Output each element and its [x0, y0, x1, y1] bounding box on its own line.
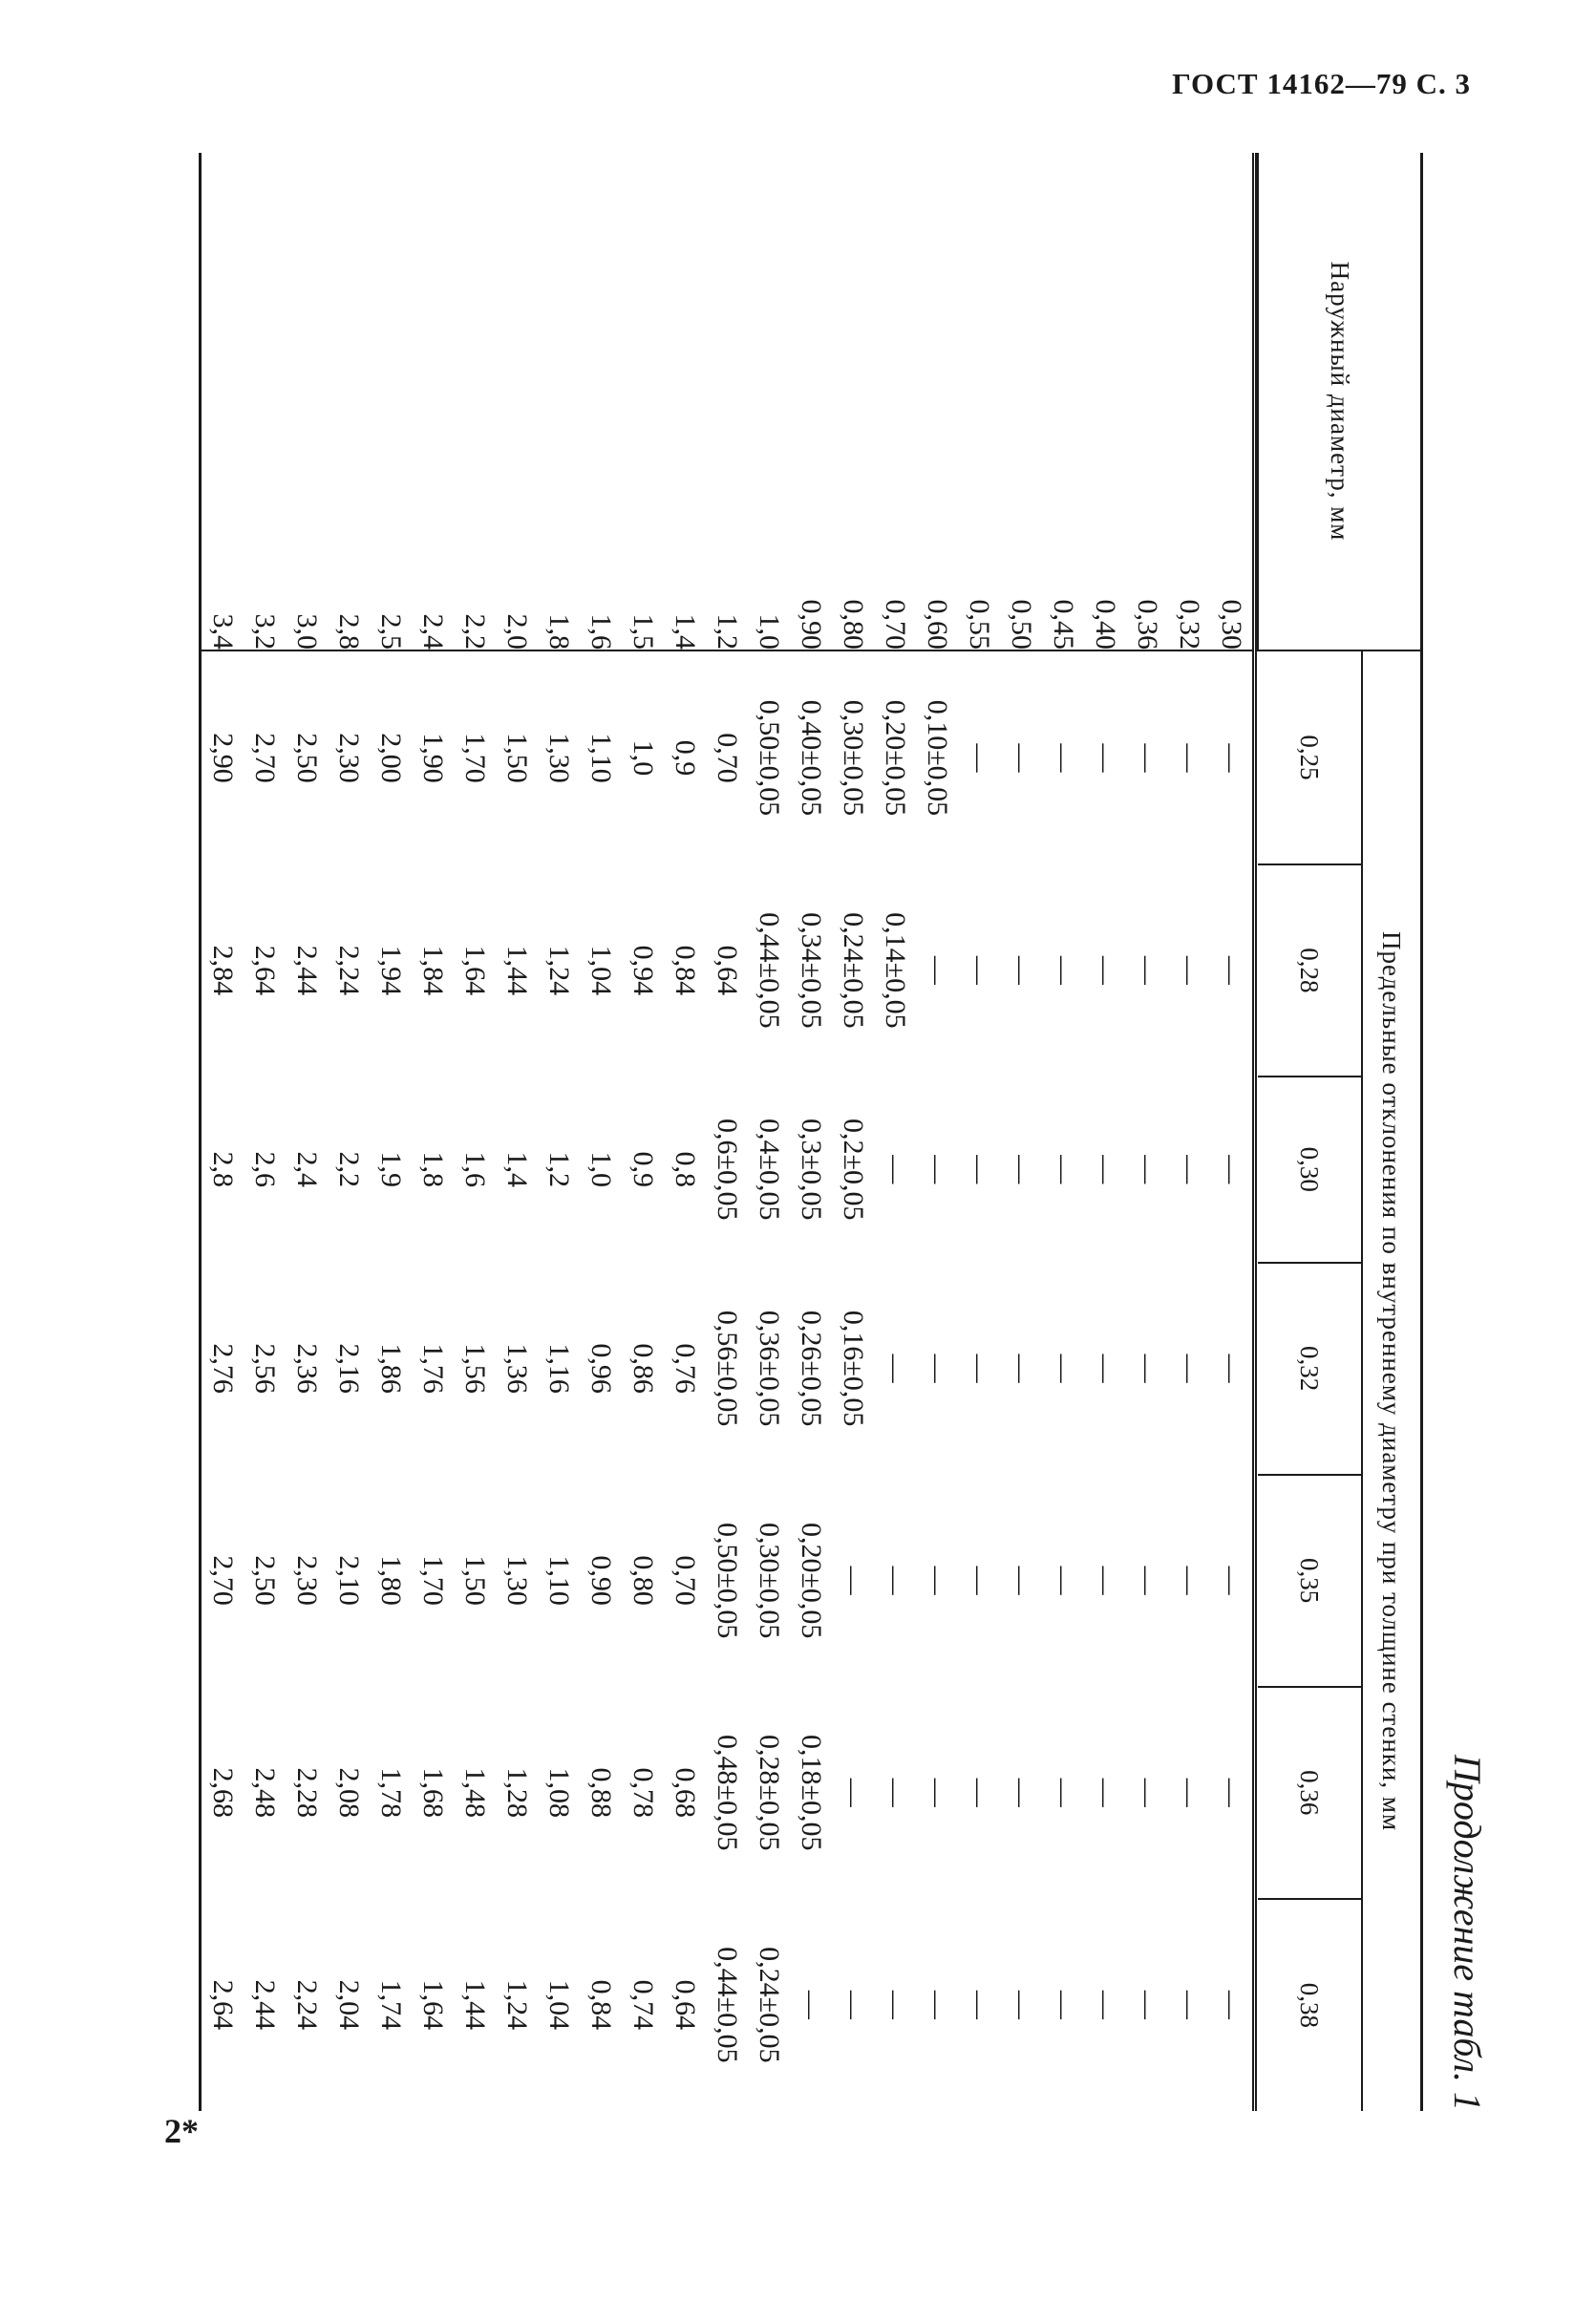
table-row	[328, 153, 370, 2111]
table-row	[622, 153, 664, 2111]
tolerance-cell: —	[1090, 1990, 1121, 2019]
tolerance-cell: 0,24±0,05	[838, 912, 869, 1029]
tolerance-cell: 2,64	[249, 945, 281, 996]
tolerance-cell: 1,30	[538, 650, 580, 864]
tolerance-cell: 1,64	[417, 1979, 449, 2031]
tolerance-cell: 1,16	[543, 1343, 575, 1394]
rotated-table-block	[181, 153, 1490, 2111]
table-row	[748, 153, 790, 2111]
outer-diameter-cell: 3,4	[207, 613, 239, 650]
table-row	[664, 153, 706, 2111]
tolerance-cell: 0,36±0,05	[754, 1310, 785, 1427]
table-row	[1042, 153, 1084, 2111]
tolerance-cell: 2,36	[291, 1343, 323, 1394]
tolerance-cell: 1,36	[501, 1343, 533, 1394]
tolerance-cell: —	[1042, 650, 1084, 864]
outer-diameter-cell: 2,5	[375, 613, 407, 650]
tolerance-cell: 1,0	[585, 1151, 617, 1187]
tolerance-cell: —	[880, 1566, 911, 1595]
tolerance-cell: 2,90	[201, 650, 245, 864]
outer-diameter-cell: 0,55	[964, 599, 995, 650]
tolerance-cell: 1,50	[459, 1555, 491, 1606]
tolerance-cell: 2,70	[207, 1555, 239, 1606]
tolerance-cell: 0,94	[627, 945, 659, 996]
tolerance-cell: 1,80	[375, 1555, 407, 1606]
table-row	[706, 153, 748, 2111]
tolerance-cell: —	[964, 1778, 995, 1807]
tolerance-cell: 2,28	[291, 1767, 323, 1818]
tolerance-cell: 0,70	[670, 1555, 701, 1606]
tolerance-cell: 2,08	[333, 1767, 365, 1818]
tolerance-cell: 1,0	[622, 650, 664, 864]
tolerance-cell: —	[1174, 1778, 1205, 1807]
tolerance-cell: 1,28	[501, 1767, 533, 1818]
outer-diameter-cell: 1,6	[585, 613, 617, 650]
outer-diameter-cell: 1,5	[627, 613, 659, 650]
tolerance-cell: 0,30±0,05	[754, 1522, 785, 1639]
tolerance-cell: 2,50	[249, 1555, 281, 1606]
tolerance-cell: 0,84	[670, 945, 701, 996]
tolerance-cell: 0,4±0,05	[754, 1119, 785, 1221]
outer-diameter-cell: 0,80	[838, 599, 869, 650]
tolerance-cell: —	[1000, 650, 1042, 864]
tolerance-cell: 1,24	[543, 945, 575, 996]
tolerance-cell: 1,68	[417, 1767, 449, 1818]
outer-diameter-cell: 3,0	[291, 613, 323, 650]
tolerance-table	[199, 153, 1423, 2111]
tolerance-cell: —	[1006, 1566, 1037, 1595]
col-header-wall: 0,28	[1258, 864, 1362, 1077]
tolerance-cell: —	[922, 1155, 953, 1184]
tolerance-cell: 1,24	[501, 1979, 533, 2031]
outer-diameter-cell: 2,0	[501, 613, 533, 650]
table-row	[370, 153, 412, 2111]
tolerance-cell: —	[838, 1566, 869, 1595]
tolerance-cell: 2,76	[207, 1343, 239, 1394]
page-header: ГОСТ 14162—79 С. 3	[1172, 67, 1471, 100]
tolerance-cell: 1,44	[501, 945, 533, 996]
tolerance-cell: 1,78	[375, 1767, 407, 1818]
tolerance-cell: 1,76	[417, 1343, 449, 1394]
tolerance-cell: 0,64	[670, 1979, 701, 2031]
tolerance-cell: 0,24±0,05	[754, 1947, 785, 2063]
tolerance-cell: —	[922, 1354, 953, 1383]
tolerance-cell: —	[1090, 1778, 1121, 1807]
tolerance-cell: —	[1048, 1566, 1079, 1595]
tolerance-cell: —	[1126, 650, 1168, 864]
tolerance-cell: —	[964, 1155, 995, 1184]
tolerance-cell: —	[1090, 955, 1121, 985]
tolerance-cell: 1,48	[459, 1767, 491, 1818]
tolerance-cell: 2,2	[333, 1151, 365, 1187]
tolerance-cell: 0,56±0,05	[712, 1310, 743, 1427]
tolerance-cell: —	[958, 650, 1000, 864]
tolerance-cell: 0,74	[627, 1979, 659, 2031]
tolerance-cell: —	[838, 1778, 869, 1807]
table-row	[1084, 153, 1126, 2111]
tolerance-cell: 2,64	[207, 1979, 239, 2031]
tolerance-cell: 0,20±0,05	[874, 650, 916, 864]
tolerance-cell: 1,56	[459, 1343, 491, 1394]
tolerance-cell: 1,6	[459, 1151, 491, 1187]
tolerance-cell: —	[1210, 650, 1255, 864]
tolerance-cell: —	[964, 1990, 995, 2019]
tolerance-cell: 0,6±0,05	[712, 1119, 743, 1221]
tolerance-cell: 2,00	[370, 650, 412, 864]
table-row	[201, 153, 245, 2111]
tolerance-cell: 0,70	[706, 650, 748, 864]
outer-diameter-cell: 0,32	[1174, 599, 1205, 650]
table-row	[1126, 153, 1168, 2111]
tolerance-cell: 2,48	[249, 1767, 281, 1818]
tolerance-cell: 2,30	[328, 650, 370, 864]
table-row	[1210, 153, 1255, 2111]
outer-diameter-cell: 1,4	[670, 613, 701, 650]
tolerance-cell: 1,04	[543, 1979, 575, 2031]
tolerance-cell: 2,4	[291, 1151, 323, 1187]
tolerance-cell: 1,8	[417, 1151, 449, 1187]
tolerance-cell: 0,78	[627, 1767, 659, 1818]
tolerance-cell: —	[1174, 1990, 1205, 2019]
tolerance-cell: —	[880, 1155, 911, 1184]
tolerance-cell: 0,44±0,05	[754, 912, 785, 1029]
tolerance-cell: 1,50	[496, 650, 538, 864]
tolerance-cell: 0,68	[670, 1767, 701, 1818]
tolerance-cell: 0,20±0,05	[796, 1522, 827, 1639]
tolerance-cell: 2,10	[333, 1555, 365, 1606]
tolerance-cell: —	[1048, 1778, 1079, 1807]
outer-diameter-cell: 0,90	[796, 599, 827, 650]
tolerance-cell: 2,84	[207, 945, 239, 996]
tolerance-cell: —	[1132, 955, 1163, 985]
tolerance-cell: —	[1084, 650, 1126, 864]
table-row	[580, 153, 622, 2111]
tolerance-cell: —	[1090, 1566, 1121, 1595]
tolerance-cell: —	[1174, 1354, 1205, 1383]
col-header-wall: 0,36	[1258, 1687, 1362, 1899]
outer-diameter-cell: 2,4	[417, 613, 449, 650]
tolerance-cell: 1,64	[459, 945, 491, 996]
header-divider	[1255, 153, 1259, 2111]
tolerance-cell: 0,2±0,05	[838, 1119, 869, 1221]
tolerance-cell: —	[796, 1990, 827, 2019]
tolerance-cell: 0,9	[664, 650, 706, 864]
table-row	[244, 153, 286, 2111]
tolerance-cell: 0,50±0,05	[748, 650, 790, 864]
tolerance-cell: 1,30	[501, 1555, 533, 1606]
tolerance-cell: 1,94	[375, 945, 407, 996]
table-row	[832, 153, 874, 2111]
tolerance-cell: 2,16	[333, 1343, 365, 1394]
tolerance-cell: —	[1006, 1990, 1037, 2019]
tolerance-cell: 0,84	[585, 1979, 617, 2031]
tolerance-cell: 0,48±0,05	[712, 1735, 743, 1851]
outer-diameter-cell: 0,60	[922, 599, 953, 650]
tolerance-cell: —	[964, 955, 995, 985]
tolerance-cell: 2,8	[207, 1151, 239, 1187]
tolerance-cell: —	[1090, 1155, 1121, 1184]
tolerance-cell: 0,14±0,05	[880, 912, 911, 1029]
tolerance-cell: 2,50	[286, 650, 328, 864]
table-row	[1168, 153, 1210, 2111]
tolerance-cell: 1,90	[412, 650, 454, 864]
tolerance-cell: —	[1168, 650, 1210, 864]
col-header-group: Предельные отклонения по внутреннему диаметру при толщине стенки, мм	[1362, 650, 1422, 2111]
tolerance-cell: —	[1048, 955, 1079, 985]
table-row	[790, 153, 832, 2111]
tolerance-cell: —	[1048, 1990, 1079, 2019]
outer-diameter-cell: 3,2	[249, 613, 281, 650]
tolerance-cell: —	[1132, 1778, 1163, 1807]
outer-diameter-cell: 0,36	[1132, 599, 1163, 650]
tolerance-cell: —	[1090, 1354, 1121, 1383]
tolerance-cell: 2,24	[333, 945, 365, 996]
tolerance-cell: —	[922, 1778, 953, 1807]
outer-diameter-cell: 0,40	[1090, 599, 1121, 650]
tolerance-cell: 0,88	[585, 1767, 617, 1818]
page-mark: 2*	[164, 2112, 199, 2150]
col-header-wall: 0,30	[1258, 1077, 1362, 1263]
tolerance-cell: 0,96	[585, 1343, 617, 1394]
table-row	[412, 153, 454, 2111]
tolerance-cell: 2,68	[207, 1767, 239, 1818]
tolerance-cell: 2,44	[249, 1979, 281, 2031]
table-row	[286, 153, 328, 2111]
tolerance-cell: 2,56	[249, 1343, 281, 1394]
table-body	[201, 153, 1255, 2111]
tolerance-cell: —	[880, 1354, 911, 1383]
tolerance-cell: —	[880, 1990, 911, 2019]
tolerance-cell: 2,44	[291, 945, 323, 996]
tolerance-cell: —	[1132, 1566, 1163, 1595]
tolerance-cell: 1,04	[585, 945, 617, 996]
outer-diameter-cell: 2,2	[459, 613, 491, 650]
col-header-wall: 0,32	[1258, 1263, 1362, 1475]
tolerance-cell: 1,86	[375, 1343, 407, 1394]
table-row	[496, 153, 538, 2111]
table-row	[874, 153, 916, 2111]
table-row	[1000, 153, 1042, 2111]
tolerance-cell: —	[1174, 955, 1205, 985]
tolerance-cell: 0,90	[585, 1555, 617, 1606]
tolerance-cell: —	[1216, 955, 1247, 985]
tolerance-cell: —	[922, 955, 953, 985]
tolerance-cell: 1,08	[543, 1767, 575, 1818]
tolerance-cell: —	[1216, 1990, 1247, 2019]
tolerance-cell: —	[1006, 1778, 1037, 1807]
tolerance-cell: 0,76	[670, 1343, 701, 1394]
outer-diameter-cell: 1,2	[712, 613, 743, 650]
table-row	[958, 153, 1000, 2111]
tolerance-cell: 0,26±0,05	[796, 1310, 827, 1427]
tolerance-cell: 1,84	[417, 945, 449, 996]
tolerance-cell: —	[1132, 1155, 1163, 1184]
tolerance-cell: —	[838, 1990, 869, 2019]
outer-diameter-cell: 0,45	[1048, 599, 1079, 650]
tolerance-cell: —	[1006, 1354, 1037, 1383]
tolerance-cell: 0,64	[712, 945, 743, 996]
table-row	[916, 153, 958, 2111]
table-row	[454, 153, 496, 2111]
tolerance-cell: —	[1006, 1155, 1037, 1184]
tolerance-cell: 0,34±0,05	[796, 912, 827, 1029]
tolerance-cell: 1,10	[543, 1555, 575, 1606]
outer-diameter-cell: 1,0	[754, 613, 785, 650]
tolerance-cell: —	[1216, 1778, 1247, 1807]
tolerance-cell: —	[1174, 1155, 1205, 1184]
tolerance-cell: —	[1048, 1155, 1079, 1184]
tolerance-cell: 1,44	[459, 1979, 491, 2031]
tolerance-cell: 0,44±0,05	[712, 1947, 743, 2063]
tolerance-cell: 0,9	[627, 1151, 659, 1187]
outer-diameter-cell: 1,8	[543, 613, 575, 650]
tolerance-cell: 0,8	[670, 1151, 701, 1187]
tolerance-cell: —	[964, 1354, 995, 1383]
tolerance-cell: 0,3±0,05	[796, 1119, 827, 1221]
tolerance-cell: —	[922, 1990, 953, 2019]
tolerance-cell: —	[1132, 1990, 1163, 2019]
col-header-outer-diameter: Наружный диаметр, мм	[1258, 153, 1422, 650]
col-header-wall: 0,35	[1258, 1475, 1362, 1687]
tolerance-cell: 2,6	[249, 1151, 281, 1187]
tolerance-cell: —	[1216, 1155, 1247, 1184]
tolerance-cell: 0,80	[627, 1555, 659, 1606]
tolerance-cell: —	[1174, 1566, 1205, 1595]
tolerance-cell: 2,30	[291, 1555, 323, 1606]
tolerance-cell: —	[922, 1566, 953, 1595]
outer-diameter-cell: 0,50	[1006, 599, 1037, 650]
tolerance-cell: 0,16±0,05	[838, 1310, 869, 1427]
table-row	[538, 153, 580, 2111]
tolerance-cell: —	[1216, 1354, 1247, 1383]
tolerance-cell: —	[1048, 1354, 1079, 1383]
outer-diameter-cell: 0,30	[1216, 599, 1247, 650]
tolerance-cell: 1,2	[543, 1151, 575, 1187]
tolerance-cell: 0,28±0,05	[754, 1735, 785, 1851]
tolerance-cell: 0,86	[627, 1343, 659, 1394]
tolerance-cell: 1,4	[501, 1151, 533, 1187]
tolerance-cell: 2,70	[244, 650, 286, 864]
col-header-wall: 0,25	[1295, 735, 1325, 780]
tolerance-cell: 0,40±0,05	[790, 650, 832, 864]
table-caption: Продолжение табл. 1	[1446, 1754, 1489, 2111]
outer-diameter-cell: 0,70	[880, 599, 911, 650]
tolerance-cell: —	[964, 1566, 995, 1595]
tolerance-cell: 1,70	[417, 1555, 449, 1606]
outer-diameter-cell: 2,8	[333, 613, 365, 650]
col-header-wall: 0,38	[1258, 1899, 1362, 2111]
tolerance-cell: 2,24	[291, 1979, 323, 2031]
tolerance-cell: —	[880, 1778, 911, 1807]
tolerance-cell: 1,10	[580, 650, 622, 864]
tolerance-cell: 0,18±0,05	[796, 1735, 827, 1851]
tolerance-cell: 2,04	[333, 1979, 365, 2031]
tolerance-cell: 1,9	[375, 1151, 407, 1187]
tolerance-cell: —	[1216, 1566, 1247, 1595]
tolerance-cell: —	[1132, 1354, 1163, 1383]
tolerance-cell: 1,74	[375, 1979, 407, 2031]
tolerance-cell: —	[1006, 955, 1037, 985]
tolerance-cell: 0,50±0,05	[712, 1522, 743, 1639]
tolerance-cell: 1,70	[454, 650, 496, 864]
table-header-row	[1362, 153, 1422, 2111]
tolerance-cell: 0,30±0,05	[832, 650, 874, 864]
tolerance-cell: 0,10±0,05	[916, 650, 958, 864]
